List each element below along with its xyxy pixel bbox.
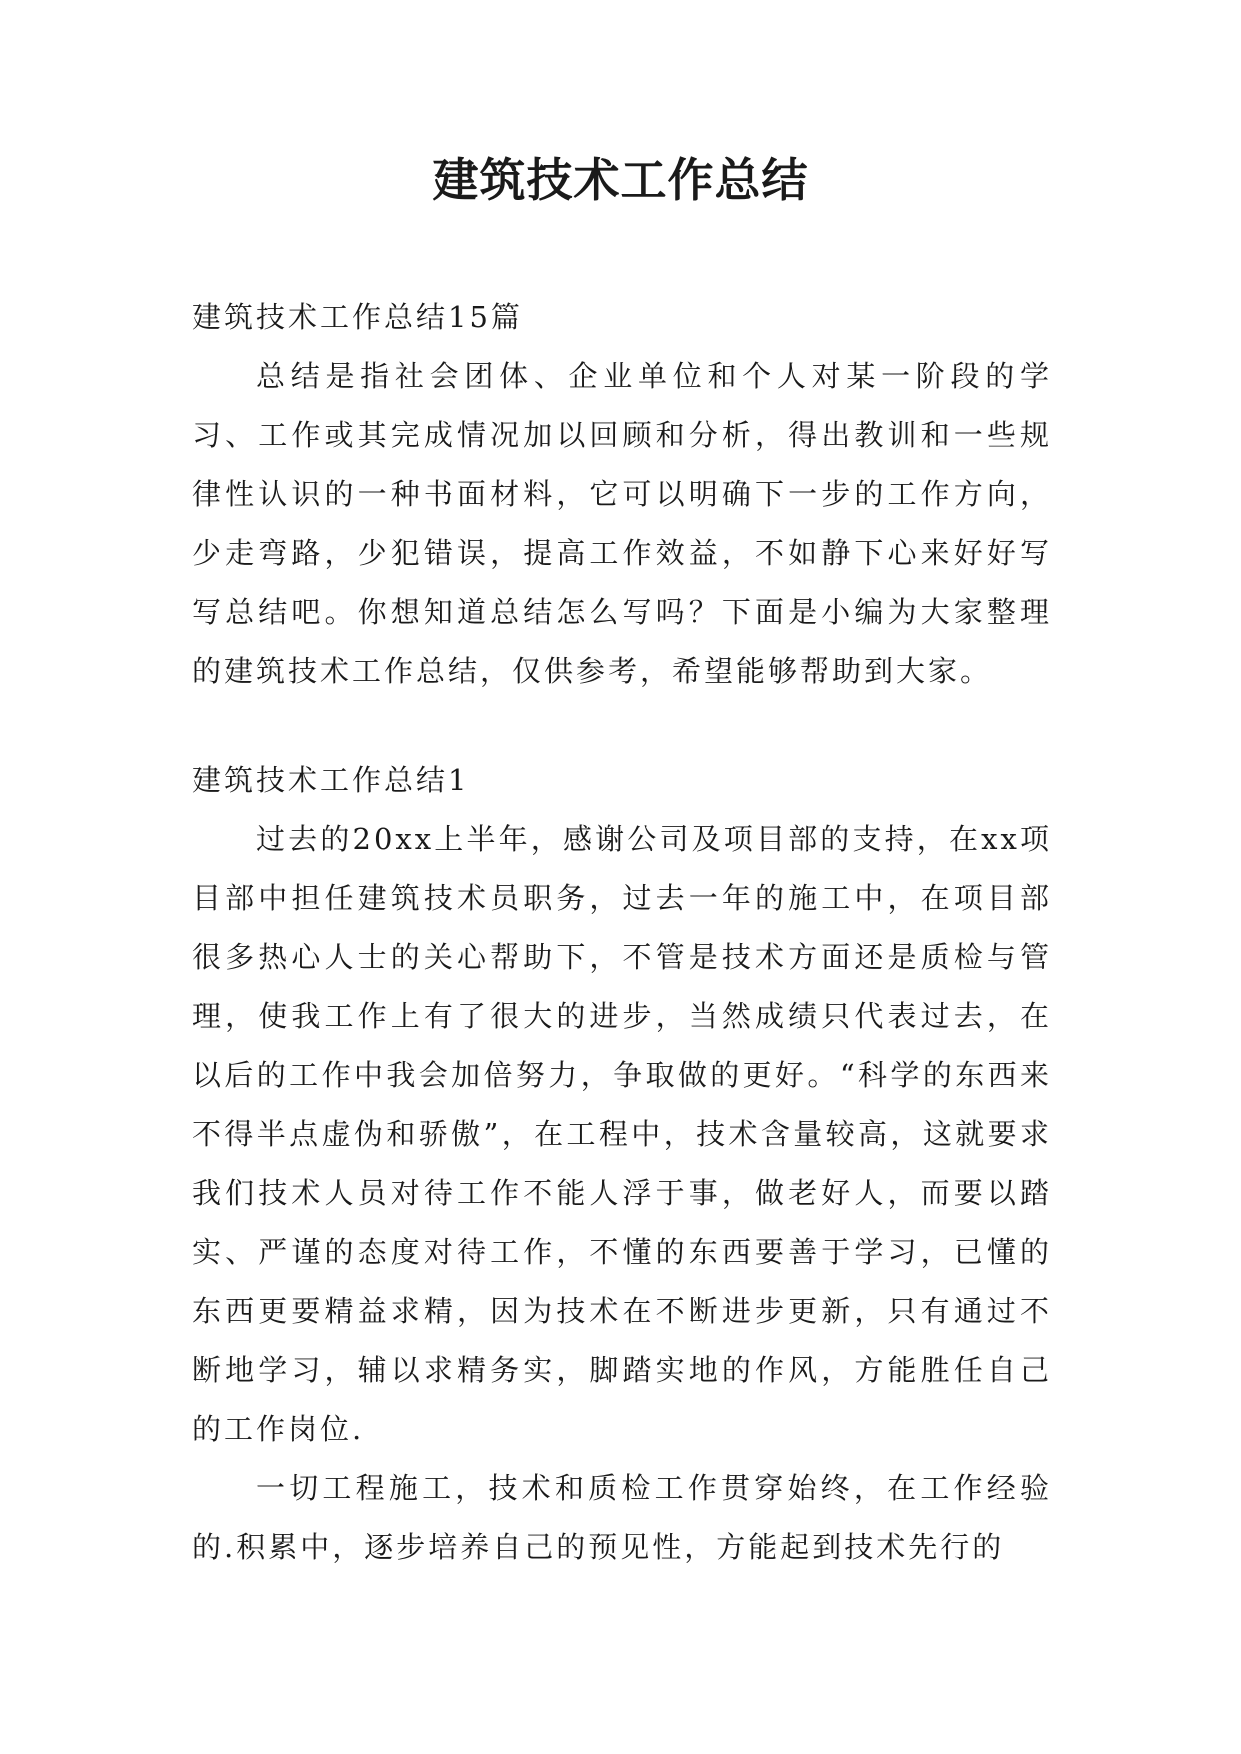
section1-paragraph-2: 一切工程施工，技术和质检工作贯穿始终，在工作经验的.积累中，逐步培养自己的预见性，方能起到技术先行的	[192, 1471, 1052, 1564]
section1-heading: 建筑技术工作总结1	[192, 763, 470, 797]
intro-heading: 建筑技术工作总结15篇	[192, 300, 523, 334]
document-title: 建筑技术工作总结	[432, 153, 809, 207]
section1-paragraph-1: 过去的20xx上半年，感谢公司及项目部的支持，在xx项目部中担任建筑技术员职务，过去一年的施工中，在项目部很多热心人士的关心帮助下，不管是技术方面还是质检与管理，使我工作上有了很大的进步，当然成绩只代表过去，在以后的工作中我会加倍努力，争取做的更好。“科学的东西来不得半点虚伪和骄傲”，在工程中，技术含量较高，这就要求我们技术人员对待工作不能人浮于事，做老好人，而要以踏实、严谨的态度对待工作，不懂的东西要善于学习，已懂的东西更要精益求精，因为技术在不断进步更新，只有通过不断地学习，辅以求精务实，脚踏实地的作风，方能胜任自己的工作岗位.	[192, 822, 1052, 1446]
section-spacer	[192, 701, 1052, 751]
intro-paragraph: 总结是指社会团体、企业单位和个人对某一阶段的学习、工作或其完成情况加以回顾和分析，得出教训和一些规律性认识的一种书面材料，它可以明确下一步的工作方向，少走弯路，少犯错误，提高工作效益，不如静下心来好好写写总结吧。你想知道总结怎么写吗？下面是小编为大家整理的建筑技术工作总结，仅供参考，希望能够帮助到大家。	[192, 359, 1052, 688]
document-body	[192, 288, 1052, 1577]
